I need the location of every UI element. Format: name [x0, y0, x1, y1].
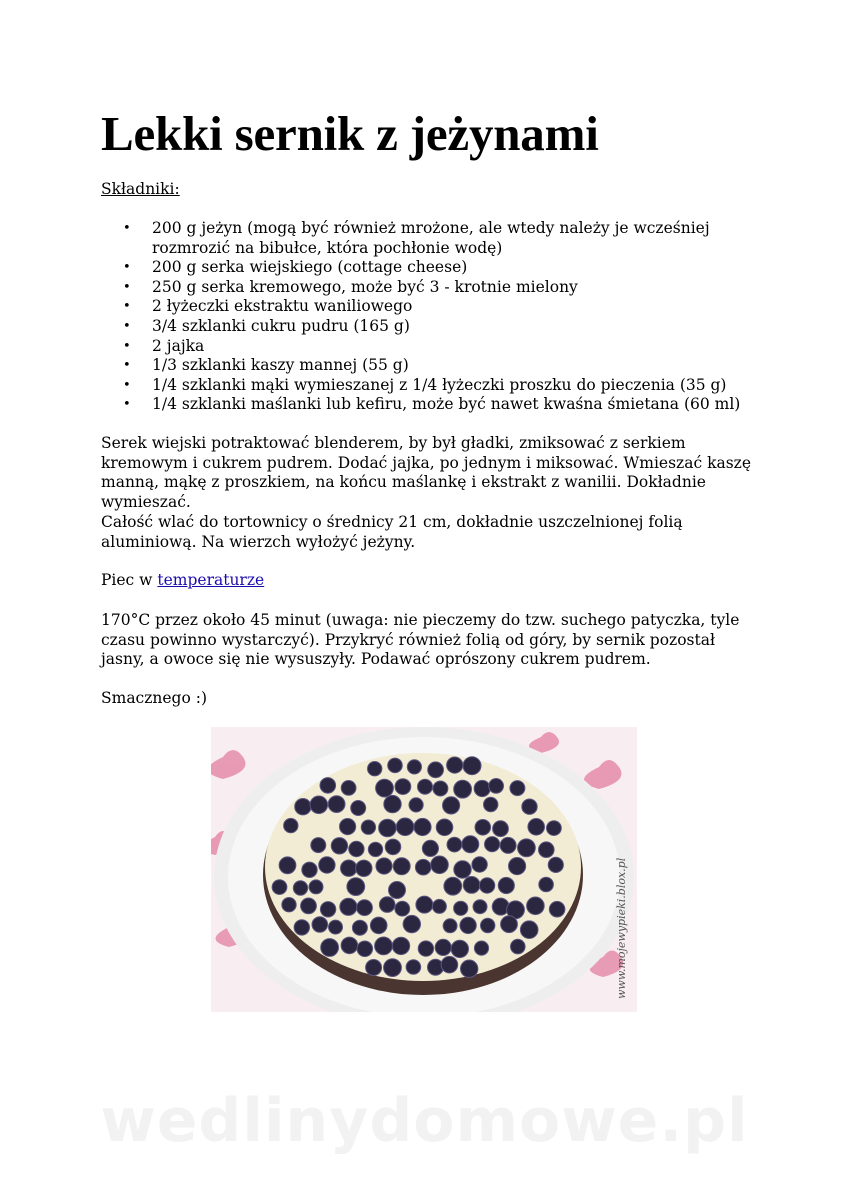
- blackberry: [447, 757, 463, 773]
- blackberry: [376, 779, 394, 797]
- blackberry: [319, 857, 335, 873]
- instructions-paragraph-1: Serek wiejski potraktować blenderem, by był gładki, zmiksować z serkiem kremowym i cukrem pudrem. Dodać jajka, po jednym i miksować. Wmieszać kaszę manną, mąkę z proszkiem, na końcu maślankę i ekstrakt z wanilii. Dokładnie wymieszać.: [101, 434, 751, 511]
- bake-line: [101, 571, 761, 591]
- blackberry: [511, 939, 526, 954]
- blackberry: [357, 941, 373, 957]
- blackberry: [493, 821, 509, 837]
- blackberry: [403, 915, 420, 932]
- blackberry: [284, 818, 298, 832]
- blackberry: [328, 796, 345, 813]
- blackberry: [422, 840, 438, 856]
- ingredient-list: [101, 219, 761, 415]
- blackberry: [485, 837, 500, 852]
- list-item: • 250 g serka kremowego, może być 3 - krotnie mielony: [101, 278, 761, 298]
- blackberry: [475, 820, 491, 836]
- blackberry: [384, 795, 401, 812]
- blackberry: [549, 901, 565, 917]
- blackberry: [539, 842, 555, 858]
- blackberry: [340, 898, 357, 915]
- blackberry: [454, 901, 468, 915]
- blackberry: [311, 838, 326, 853]
- instructions-paragraph-2: Całość wlać do tortownicy o średnicy 21 cm, dokładnie uszczelnionej folią aluminiową. Na wierzch wyłożyć jeżyny.: [101, 513, 683, 551]
- blackberry: [341, 937, 358, 954]
- blackberry: [361, 820, 375, 834]
- cheesecake-illustration: [211, 727, 637, 1012]
- blackberry: [368, 762, 382, 776]
- blackberry: [441, 956, 458, 973]
- blackberry: [366, 960, 382, 976]
- blackberry: [357, 900, 373, 916]
- list-item: • 1/3 szklanki kaszy mannej (55 g): [101, 356, 761, 376]
- blackberry: [376, 858, 392, 874]
- blackberry: [416, 896, 433, 913]
- blackberry: [460, 917, 476, 933]
- blackberry: [379, 819, 397, 837]
- list-item: • 3/4 szklanki cukru pudru (165 g): [101, 317, 761, 337]
- blackberry: [418, 779, 433, 794]
- blackberry: [310, 796, 328, 814]
- blackberry: [443, 919, 457, 933]
- blackberry: [312, 917, 328, 933]
- blackberry: [414, 818, 431, 835]
- blackberry: [294, 920, 309, 935]
- blackberry: [375, 937, 393, 955]
- blackberry: [489, 779, 504, 794]
- bake-prefix: Piec w: [101, 571, 158, 589]
- closing-text: Smacznego :): [101, 689, 208, 707]
- blackberry: [302, 862, 317, 877]
- cheesecake-photo: [211, 727, 637, 1012]
- blackberry: [472, 857, 487, 872]
- blackberry: [431, 856, 449, 874]
- blackberry: [444, 877, 462, 895]
- page-title: Lekki sernik z jeżynami: [101, 106, 599, 161]
- blackberry: [447, 837, 462, 852]
- blackberry: [461, 960, 478, 977]
- blackberry: [454, 861, 471, 878]
- blackberry: [479, 878, 494, 893]
- blackberry: [395, 779, 411, 795]
- blackberry: [388, 758, 403, 773]
- blackberry: [279, 857, 296, 874]
- blackberry: [484, 797, 498, 811]
- blackberry: [432, 899, 446, 913]
- blackberry: [518, 839, 536, 857]
- blackberry: [433, 781, 448, 796]
- blackberry: [463, 877, 480, 894]
- list-item: • 200 g serka wiejskiego (cottage cheese): [101, 258, 761, 278]
- blackberry: [352, 920, 367, 935]
- blackberry: [501, 916, 518, 933]
- blackberry: [389, 882, 406, 899]
- instructions-paragraph-3: 170°C przez około 45 minut (uwaga: nie pieczemy do tzw. suchego patyczka, tyle czasu powinno wystarczyć). Przykryć również folią od góry, by sernik pozostał jasny, a owoce się nie wysuszyły. Podawać oprószony cukrem pudrem.: [101, 611, 740, 669]
- blackberry: [356, 860, 372, 876]
- blackberry: [341, 860, 357, 876]
- blackberry: [392, 937, 409, 954]
- blackberry: [295, 799, 311, 815]
- list-item: • 2 łyżeczki ekstraktu waniliowego: [101, 297, 761, 317]
- blackberry: [368, 842, 382, 856]
- list-item: • 2 jajka: [101, 337, 761, 357]
- blackberry: [331, 838, 347, 854]
- blackberry: [395, 901, 410, 916]
- blackberry: [293, 881, 307, 895]
- list-item: • 1/4 szklanki maślanki lub kefiru, może być nawet kwaśna śmietana (60 ml): [101, 395, 761, 415]
- list-item: • 1/4 szklanki mąki wymieszanej z 1/4 łyżeczki proszku do pieczenia (35 g): [101, 376, 761, 396]
- list-item: • 200 g jeżyn (mogą być również mrożone, ale wtedy należy je wcześniej rozmrozić na bibułce, która pochłonie wodę): [101, 219, 761, 258]
- blackberry: [481, 918, 495, 932]
- blackberry: [393, 858, 410, 875]
- blackberry: [418, 941, 433, 956]
- blackberry: [341, 781, 356, 796]
- blackberry: [385, 839, 401, 855]
- blackberry: [379, 897, 395, 913]
- blackberry: [320, 778, 336, 794]
- blackberry: [474, 780, 490, 796]
- blackberry: [454, 780, 472, 798]
- blackberry: [498, 877, 514, 893]
- blackberry: [407, 760, 421, 774]
- temperature-link[interactable]: temperaturze: [157, 571, 265, 589]
- blackberry: [428, 762, 444, 778]
- blackberry: [340, 819, 356, 835]
- site-watermark: wedlinydomowe.pl: [100, 1086, 749, 1156]
- blackberry: [351, 801, 366, 816]
- blackberry: [272, 880, 287, 895]
- blackberry: [522, 799, 537, 814]
- ingredients-heading: Składniki:: [101, 180, 180, 198]
- photo-credit: www.mojewypieki.blox.pl: [615, 857, 628, 999]
- blackberry: [396, 818, 414, 836]
- blackberry: [474, 941, 488, 955]
- blackberry: [462, 836, 479, 853]
- blackberry: [539, 877, 554, 892]
- blackberry: [500, 837, 516, 853]
- blackberry: [301, 898, 317, 914]
- blackberry: [321, 939, 339, 957]
- blackberry: [527, 897, 545, 915]
- blackberry: [443, 797, 460, 814]
- blackberry: [528, 819, 545, 836]
- blackberry: [436, 819, 453, 836]
- blackberry: [548, 857, 563, 872]
- blackberry: [520, 921, 538, 939]
- blackberry: [473, 900, 487, 914]
- blackberry: [349, 841, 364, 856]
- blackberry: [547, 821, 562, 836]
- blackberry: [406, 960, 421, 975]
- blackberry: [309, 880, 323, 894]
- blackberry: [435, 939, 451, 955]
- blackberry: [451, 940, 468, 957]
- blackberry: [320, 902, 335, 917]
- blackberry: [384, 959, 402, 977]
- blackberry: [329, 920, 343, 934]
- blackberry: [415, 859, 431, 875]
- blackberry: [510, 781, 525, 796]
- blackberry: [463, 757, 481, 775]
- blackberry: [509, 858, 526, 875]
- blackberry: [409, 798, 423, 812]
- blackberry: [347, 878, 365, 896]
- blackberry: [282, 898, 296, 912]
- blackberry: [370, 917, 387, 934]
